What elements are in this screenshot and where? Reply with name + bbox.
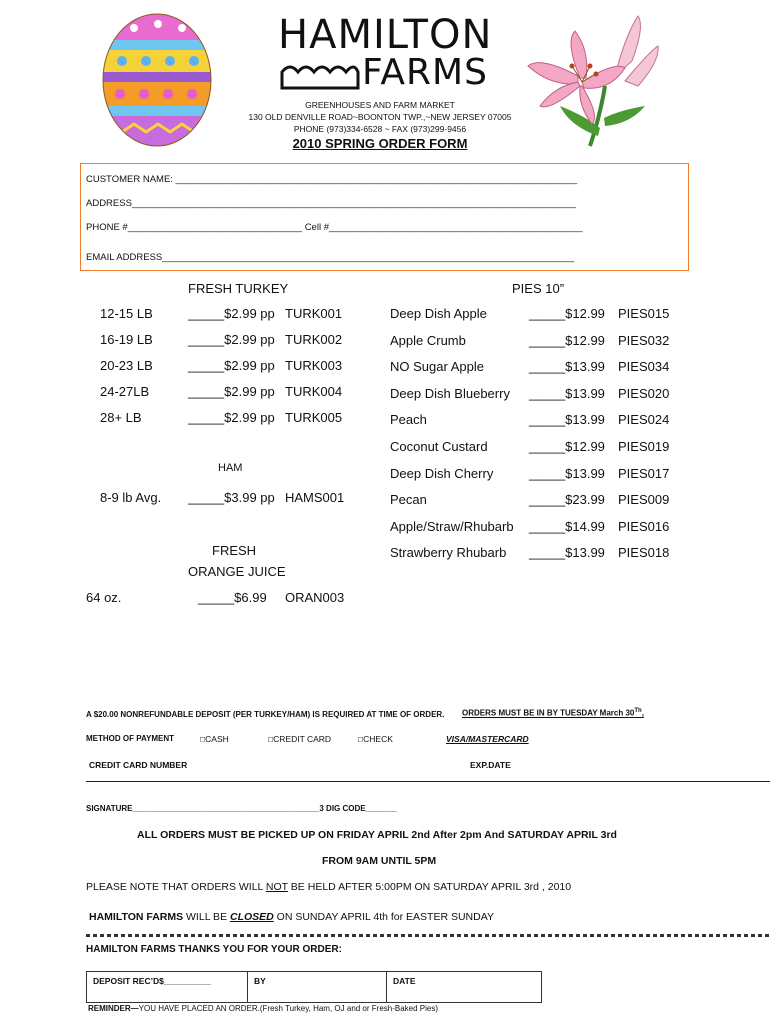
pie-code: PIES015 [618,306,670,321]
phone-field[interactable]: PHONE #_________________________________ Cell #________________________________________________ [86,222,583,233]
pie-name: Deep Dish Cherry [390,465,494,481]
header-phone: PHONE (973)334-6528 ~ FAX (973)299-9456 [293,124,467,134]
turkey-price[interactable]: _____$2.99 pp [188,410,275,425]
pie-name: Apple Crumb [390,332,466,348]
pickup-notice: ALL ORDERS MUST BE PICKED UP ON FRIDAY APRIL 2nd After 2pm And SATURDAY APRIL 3rd [137,829,617,841]
exp-date-label: EXP.DATE [470,760,511,770]
lily-flower-illustration [520,6,670,156]
pie-price[interactable]: _____$13.99 [529,465,605,481]
cash-checkbox[interactable]: □CASH [200,734,229,744]
pie-name: Strawberry Rhubarb [390,545,507,561]
turkey-code: TURK001 [285,306,343,321]
turkey-size: 20-23 LB [100,358,153,373]
signature-field[interactable]: SIGNATURE__________________________________________3 DIG CODE_______ [86,804,397,813]
pie-name: Deep Dish Apple [390,306,487,321]
office-use-table [86,971,542,1003]
pie-price[interactable]: _____$14.99 [529,518,605,534]
ham-size: 8-9 lb Avg. [100,490,162,505]
check-checkbox[interactable]: □CHECK [358,734,393,744]
easter-egg-illustration [98,10,216,148]
closed-notice: HAMILTON FARMS WILL BE CLOSED ON SUNDAY APRIL 4th for EASTER SUNDAY [89,911,494,923]
turkey-code: TURK004 [285,384,343,399]
turkey-price[interactable]: _____$2.99 pp [188,306,275,321]
oj-heading-orange-juice: ORANGE JUICE [188,564,286,579]
turkey-price[interactable]: _____$2.99 pp [188,332,275,347]
form-title: 2010 SPRING ORDER FORM [292,136,468,151]
dotted-divider [86,934,770,937]
turkey-heading: FRESH TURKEY [188,281,289,296]
ham-heading: HAM [218,462,243,474]
pie-price[interactable]: _____$12.99 [529,439,605,454]
pie-price[interactable]: _____$13.99 [529,545,605,561]
pie-price[interactable]: _____$12.99 [529,332,605,348]
pie-code: PIES018 [618,545,670,561]
pie-code: PIES024 [618,412,670,428]
payment-method-label: METHOD OF PAYMENT [86,734,175,743]
pie-code: PIES019 [618,439,670,454]
pie-code: PIES020 [618,385,670,401]
pie-name: Apple/Straw/Rhubarb [390,518,514,534]
deposit-notice: A $20.00 NONREFUNDABLE DEPOSIT (PER TURKEY/HAM) IS REQUIRED AT TIME OF ORDER. [86,710,445,719]
pie-name: Peach [390,412,427,428]
credit-card-number-label: CREDIT CARD NUMBER [89,760,188,770]
email-field[interactable]: EMAIL ADDRESS______________________________________________________________________________ [86,252,575,263]
turkey-size: 16-19 LB [100,332,153,347]
oj-heading-fresh: FRESH [212,543,257,558]
turkey-code: TURK005 [285,410,343,425]
pie-name: NO Sugar Apple [390,359,484,375]
thanks-message: HAMILTON FARMS THANKS YOU FOR YOUR ORDER: [86,944,342,955]
pie-name: Pecan [390,492,427,508]
reminder-text: REMINDER—YOU HAVE PLACED AN ORDER.(Fresh Turkey, Ham, OJ and or Fresh-Baked Pies) [88,1004,439,1013]
pickup-hours: FROM 9AM UNTIL 5PM [322,855,437,867]
turkey-code: TURK002 [285,332,343,347]
turkey-size: 24-27LB [100,384,150,399]
header-line1: GREENHOUSES AND FARM MARKET [305,100,455,110]
address-field[interactable]: ADDRESS____________________________________________________________________________________ [86,198,576,209]
pie-name: Coconut Custard [390,439,488,454]
header-address: 130 OLD DENVILLE ROAD~BOONTON TWP.,~NEW JERSEY 07005 [248,112,512,122]
deposit-received-cell[interactable]: DEPOSIT REC’D$__________ [87,972,248,1003]
pie-price[interactable]: _____$13.99 [529,412,605,428]
oj-size: 64 oz. [86,590,122,605]
greenhouse-logo-icon [280,58,360,90]
turkey-size: 28+ LB [100,410,142,425]
pie-price[interactable]: _____$23.99 [529,492,605,508]
date-cell[interactable]: DATE [387,972,542,1003]
logo-hamilton: HAMILTON [278,12,493,58]
turkey-size: 12-15 LB [100,306,153,321]
oj-code: ORAN003 [285,590,345,605]
pie-code: PIES034 [618,359,670,375]
customer-name-field[interactable]: CUSTOMER NAME: ____________________________________________________________________________ [86,174,578,185]
pie-code: PIES009 [618,492,670,508]
pie-code: PIES017 [618,465,670,481]
ham-code: HAMS001 [285,490,345,505]
oj-price[interactable]: _____$6.99 [198,590,267,605]
turkey-code: TURK003 [285,358,343,373]
credit-card-checkbox[interactable]: □CREDIT CARD [268,734,332,744]
pie-price[interactable]: _____$13.99 [529,359,605,375]
ham-price[interactable]: _____$3.99 pp [188,490,275,505]
hold-notice: PLEASE NOTE THAT ORDERS WILL NOT BE HELD AFTER 5:00PM ON SATURDAY APRIL 3rd , 2010 [86,881,572,893]
visa-mastercard-label: VISA/MASTERCARD [446,734,529,744]
pie-code: PIES016 [618,518,670,534]
turkey-price[interactable]: _____$2.99 pp [188,358,275,373]
pie-price[interactable]: _____$12.99 [529,306,605,321]
pies-heading: PIES 10” [512,281,565,296]
logo-farms: FARMS [362,52,488,93]
by-cell[interactable]: BY [248,972,387,1003]
pie-price[interactable]: _____$13.99 [529,385,605,401]
order-deadline: ORDERS MUST BE IN BY TUESDAY March 30Th, [462,708,644,718]
pie-name: Deep Dish Blueberry [390,385,510,401]
pie-code: PIES032 [618,332,670,348]
turkey-price[interactable]: _____$2.99 pp [188,384,275,399]
credit-card-line[interactable] [86,781,770,782]
